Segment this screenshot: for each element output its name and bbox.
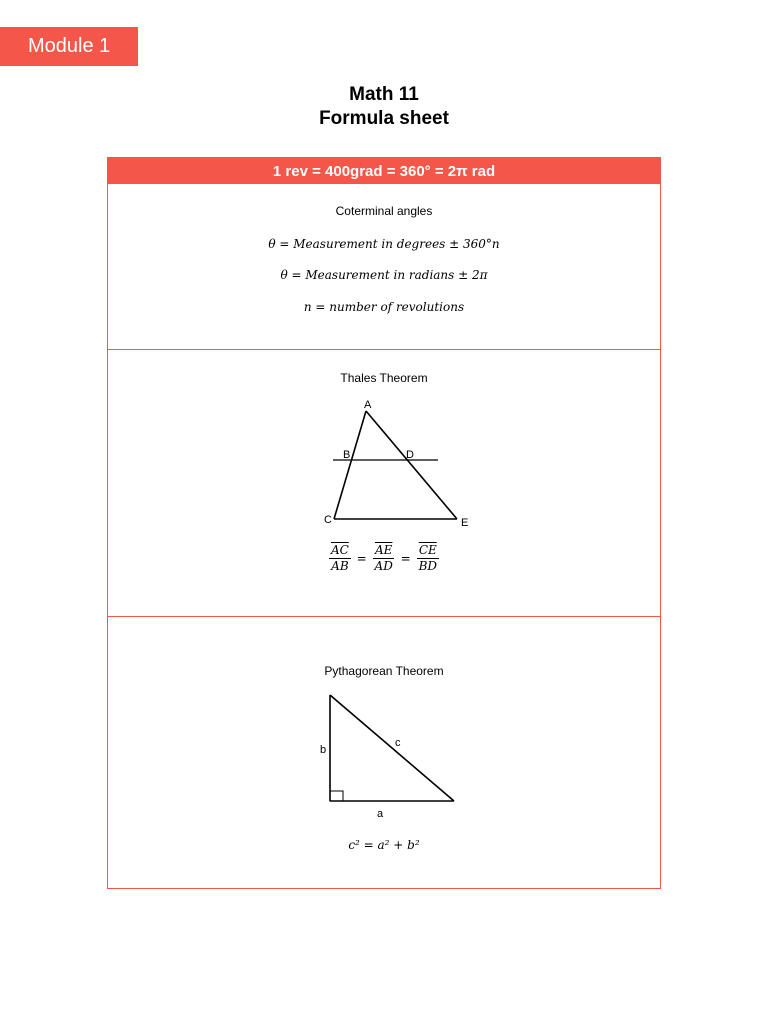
coterminal-radians-formula: θ = Measurement in radians ± 2π [280, 268, 488, 282]
label-c: c [395, 737, 401, 749]
section-divider [108, 616, 660, 617]
label-b: b [320, 744, 327, 756]
unit-conversion-banner: 1 rev = 400grad = 360° = 2π rad [108, 158, 660, 184]
label-b: B [343, 449, 351, 461]
label-c: C [324, 514, 332, 526]
formula-sheet [107, 157, 661, 889]
side-ae [366, 411, 457, 519]
label-d: D [406, 449, 414, 461]
side-c [330, 695, 454, 801]
page-title: Math 11 [349, 84, 419, 105]
pythagorean-formula: c² = a² + b² [348, 838, 420, 852]
label-a: A [364, 399, 372, 411]
thales-title: Thales Theorem [340, 371, 428, 385]
section-divider [108, 349, 660, 350]
thales-ratio-formula: $\frac{\overline{AC}}{AB}$ = $\frac{\overline{AE}}{AD}$ = $\frac{\overline{CE}}{BD}$ [330, 543, 438, 573]
ratio-ac-ab: $\frac{\overline{AC}}{AB}$ [330, 543, 349, 573]
label-a: a [377, 808, 384, 820]
side-ac [334, 411, 366, 519]
right-triangle-diagram [315, 690, 475, 825]
right-angle-marker [330, 791, 343, 801]
thales-diagram [321, 396, 469, 529]
revolutions-definition: n = number of revolutions [303, 300, 465, 314]
page-subtitle: Formula sheet [319, 108, 449, 129]
coterminal-degrees-formula: θ = Measurement in degrees ± 360°n [268, 237, 500, 251]
label-e: E [461, 517, 469, 529]
ratio-ce-bd: $\frac{\overline{CE}}{BD}$ [418, 543, 438, 573]
ratio-ae-ad: $\frac{\overline{AE}}{AD}$ [374, 543, 393, 573]
module-tab: Module 1 [0, 27, 138, 66]
coterminal-title: Coterminal angles [335, 204, 433, 218]
pythagorean-title: Pythagorean Theorem [324, 664, 444, 678]
